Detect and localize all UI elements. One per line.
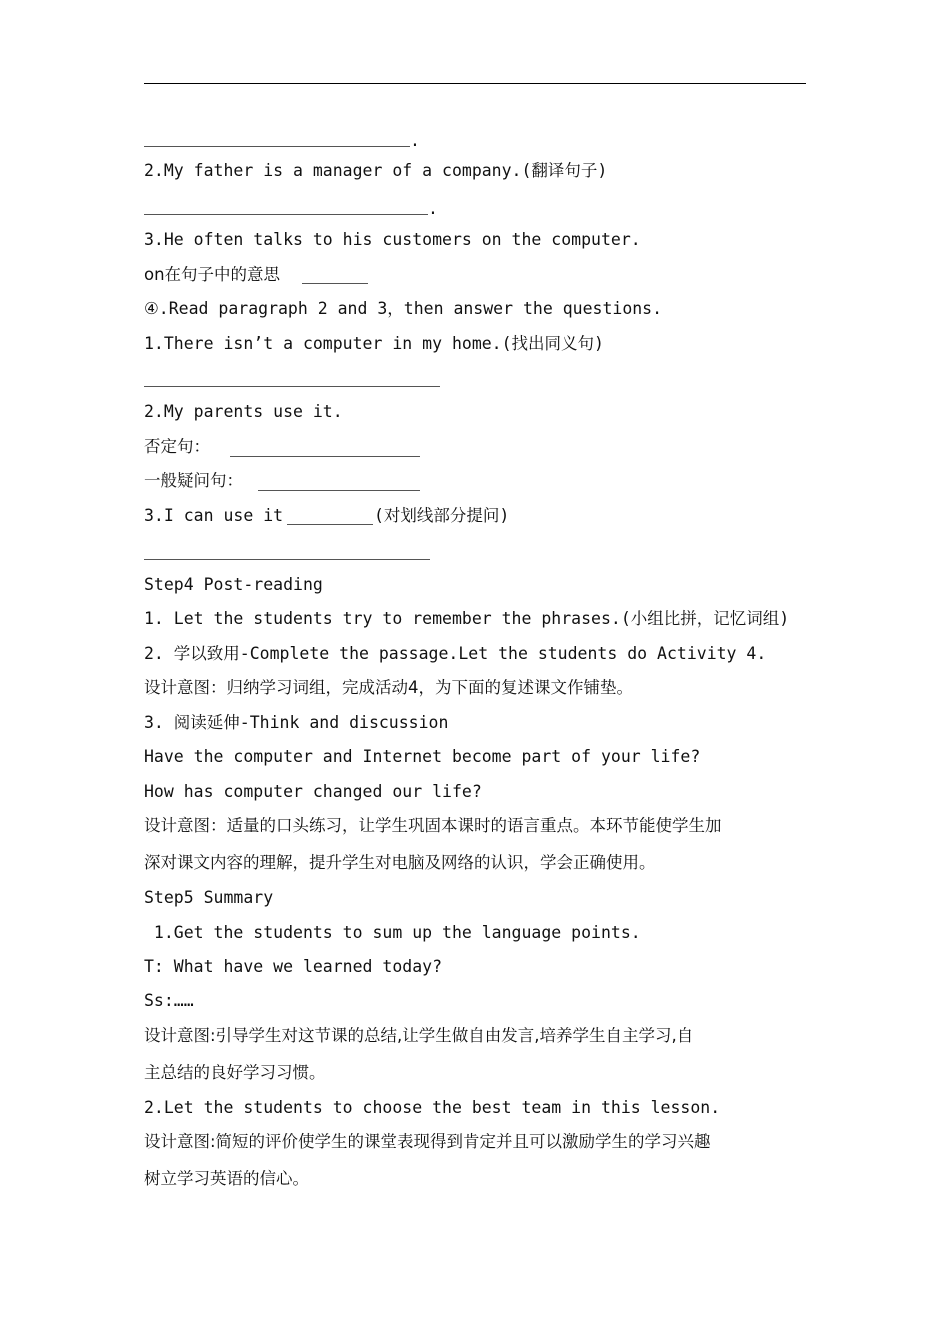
header-rule (144, 83, 806, 84)
text-line: ④.Read paragraph 2 and 3，then answer the questions. (144, 299, 663, 318)
answer-blank (287, 524, 373, 525)
text-line: 2.Let the students to choose the best team in this lesson. (144, 1098, 721, 1117)
text-line: (对划线部分提问) (374, 506, 510, 525)
text-line: 1.There isn’t a computer in my home.(找出同义句) (144, 334, 604, 353)
text-line: Ss:…… (144, 991, 194, 1010)
answer-blank (144, 386, 440, 387)
text-line: 1.Get the students to sum up the language points. (144, 923, 641, 942)
text-line: 设计意图：适量的口头练习，让学生巩固本课时的语言重点。本环节能使学生加 (144, 816, 722, 835)
text-line: 2.My father is a manager of a company.(翻译句子) (144, 161, 608, 180)
text-line: 3.He often talks to his customers on the computer. (144, 230, 641, 249)
text-line: 设计意图:引导学生对这节课的总结,让学生做自由发言,培养学生自主学习,自 (144, 1026, 694, 1045)
answer-blank (258, 490, 420, 491)
text-line: 1. Let the students try to remember the phrases.(小组比拼，记忆词组) (144, 609, 790, 628)
answer-blank (144, 214, 428, 215)
answer-blank (144, 146, 410, 147)
text-line: 树立学习英语的信心。 (144, 1169, 309, 1188)
answer-blank (144, 559, 430, 560)
text-line: Step4 Post-reading (144, 575, 323, 594)
text-line: . (428, 199, 438, 218)
text-line: 深对课文内容的理解，提升学生对电脑及网络的认识，学会正确使用。 (144, 853, 656, 872)
text-line: 一般疑问句： (144, 471, 243, 490)
answer-blank (230, 456, 420, 457)
text-line: 主总结的良好学习习惯。 (144, 1063, 326, 1082)
text-line: 3.I can use it (144, 506, 284, 525)
text-line: Have the computer and Internet become part of your life? (144, 747, 701, 766)
text-line: 设计意图:简短的评价使学生的课堂表现得到肯定并且可以激励学生的学习兴趣 (144, 1132, 711, 1151)
text-line: . (410, 131, 420, 150)
text-line: 否定句： (144, 437, 210, 456)
text-line: 2. 学以致用-Complete the passage.Let the students do Activity 4. (144, 644, 767, 663)
text-line: 设计意图：归纳学习词组，完成活动4，为下面的复述课文作铺垫。 (144, 678, 633, 697)
text-line: 2.My parents use it. (144, 402, 343, 421)
text-line: How has computer changed our life? (144, 782, 482, 801)
text-line: 3. 阅读延伸-Think and discussion (144, 713, 449, 732)
text-line: on在句子中的意思 (144, 265, 281, 284)
answer-blank (302, 283, 368, 284)
text-line: T: What have we learned today? (144, 957, 443, 976)
text-line: Step5 Summary (144, 888, 274, 907)
